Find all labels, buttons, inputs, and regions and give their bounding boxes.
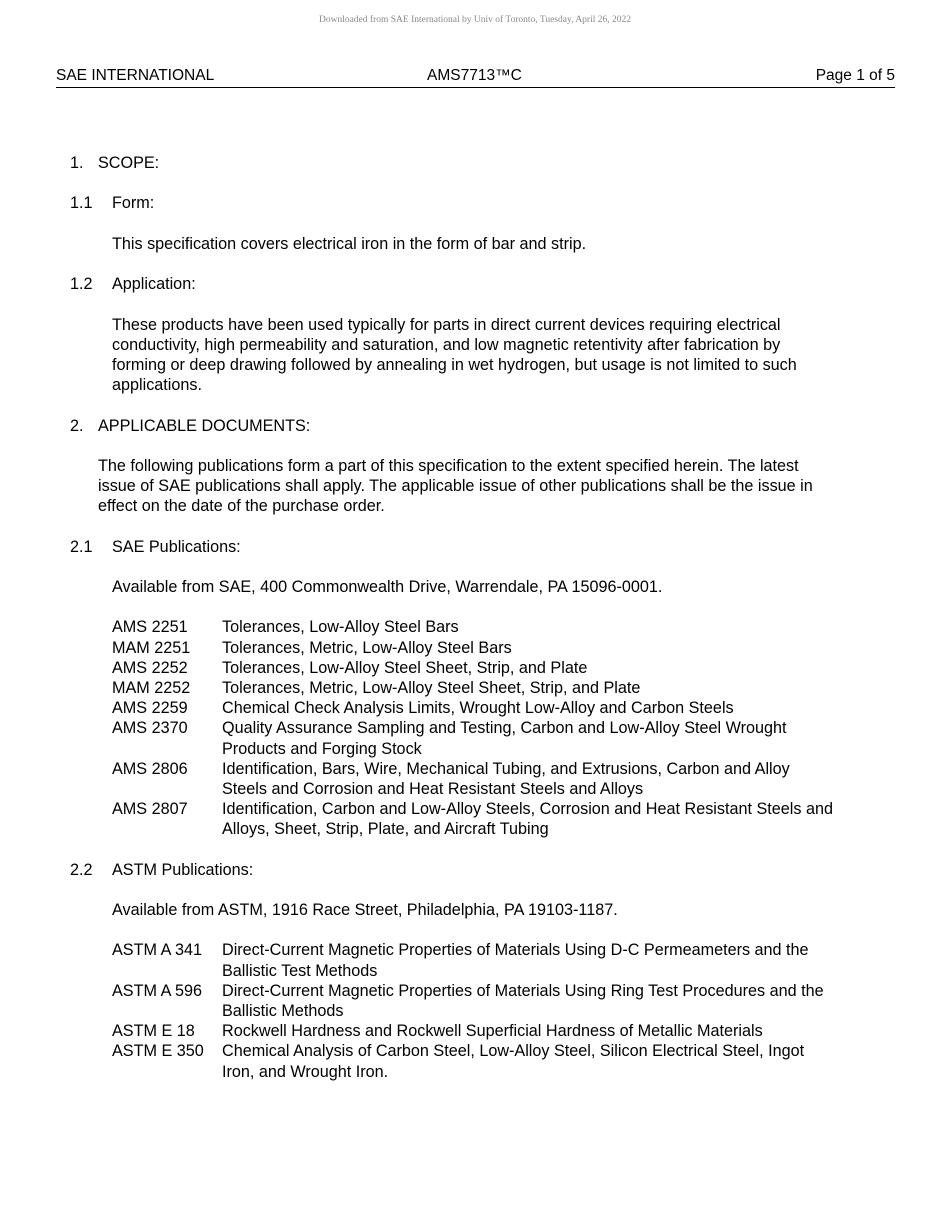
reference-title <box>222 1021 950 1041</box>
reference-code: ASTM A 341 <box>112 941 202 960</box>
section-number: 1.2 <box>70 275 93 294</box>
section-number: 2.1 <box>70 537 93 556</box>
reference-entry <box>0 940 950 980</box>
page-header <box>56 66 895 88</box>
section-1-2-heading <box>0 274 950 294</box>
reference-title <box>222 759 950 799</box>
reference-title-line: Direct-Current Magnetic Properties of Materials Using D-C Permeameters and the <box>222 941 809 960</box>
section-2-paragraph <box>98 456 950 517</box>
astm-availability <box>112 900 950 920</box>
reference-title-line: Chemical Analysis of Carbon Steel, Low-Alloy Steel, Silicon Electrical Steel, Ingot <box>222 1042 805 1061</box>
reference-code: AMS 2251 <box>112 618 188 637</box>
paragraph-line: The following publications form a part of this specification to the extent specified herein. The latest <box>98 456 799 475</box>
reference-entry <box>0 678 950 698</box>
paragraph-line: Available from ASTM, 1916 Race Street, Philadelphia, PA 19103-1187. <box>112 901 618 920</box>
reference-title <box>222 718 950 758</box>
reference-entry <box>0 1041 950 1081</box>
reference-title-line: Rockwell Hardness and Rockwell Superficial Hardness of Metallic Materials <box>222 1022 763 1041</box>
section-number: 2.2 <box>70 860 93 879</box>
paragraph-line: applications. <box>112 376 202 395</box>
reference-title-line: Tolerances, Metric, Low-Alloy Steel Sheet, Strip, and Plate <box>222 679 641 698</box>
download-watermark: Downloaded from SAE International by Univ of Toronto, Tuesday, April 26, 2022 <box>318 15 631 25</box>
reference-entry <box>0 981 950 1021</box>
reference-title <box>222 698 950 718</box>
section-2-1-heading <box>0 537 950 557</box>
reference-title-line: Tolerances, Metric, Low-Alloy Steel Bars <box>222 638 512 657</box>
reference-entry <box>0 658 950 678</box>
sae-availability <box>112 577 950 597</box>
section-title: ASTM Publications: <box>112 860 254 879</box>
section-title: APPLICABLE DOCUMENTS: <box>98 416 311 435</box>
reference-entry <box>0 799 950 839</box>
reference-entry <box>0 638 950 658</box>
section-title: Application: <box>112 275 196 294</box>
reference-title-line: Direct-Current Magnetic Properties of Materials Using Ring Test Procedures and the <box>222 981 824 1000</box>
section-title: SCOPE: <box>98 154 160 172</box>
reference-title-line: Products and Forging Stock <box>222 739 422 758</box>
reference-code: AMS 2807 <box>112 800 188 819</box>
section-number: 1. <box>70 154 84 172</box>
reference-entry <box>0 617 950 637</box>
reference-title-line: Tolerances, Low-Alloy Steel Bars <box>222 618 459 637</box>
reference-code: ASTM A 596 <box>112 981 202 1000</box>
reference-code: MAM 2251 <box>112 638 191 657</box>
paragraph-line: These products have been used typically for parts in direct current devices requiring electrical <box>112 315 781 334</box>
paragraph-line: forming or deep drawing followed by annealing in wet hydrogen, but usage is not limited to such <box>112 355 797 374</box>
reference-code: AMS 2806 <box>112 759 188 778</box>
reference-title <box>222 1041 950 1081</box>
reference-title-line: Steels and Corrosion and Heat Resistant Steels and Alloys <box>222 779 644 798</box>
reference-title <box>222 658 950 678</box>
header-organization: SAE INTERNATIONAL <box>56 67 215 84</box>
section-2-heading <box>0 416 950 436</box>
section-number: 2. <box>70 416 84 435</box>
section-number: 1.1 <box>70 194 93 213</box>
paragraph-line: Available from SAE, 400 Commonwealth Drive, Warrendale, PA 15096-0001. <box>112 578 663 597</box>
reference-code: AMS 2259 <box>112 699 188 718</box>
reference-title-line: Alloys, Sheet, Strip, Plate, and Aircraft Tubing <box>222 820 549 839</box>
reference-entry <box>0 718 950 758</box>
reference-title <box>222 981 950 1021</box>
section-1-1-paragraph <box>112 234 950 254</box>
reference-title <box>222 617 950 637</box>
reference-title-line: Identification, Bars, Wire, Mechanical Tubing, and Extrusions, Carbon and Alloy <box>222 759 790 778</box>
reference-code: AMS 2252 <box>112 658 188 677</box>
section-1-1-heading <box>0 193 950 213</box>
reference-title-line: Ballistic Test Methods <box>222 961 378 980</box>
section-title: SAE Publications: <box>112 537 241 556</box>
document-body <box>0 153 950 1082</box>
header-document-number: AMS7713™C <box>427 67 522 84</box>
header-page-number: Page 1 of 5 <box>815 67 895 84</box>
reference-title-line: Iron, and Wrought Iron. <box>222 1062 389 1081</box>
reference-entry <box>0 759 950 799</box>
reference-title <box>222 799 950 839</box>
reference-title <box>222 678 950 698</box>
reference-entry <box>0 698 950 718</box>
reference-code: AMS 2370 <box>112 719 188 738</box>
reference-title-line: Tolerances, Low-Alloy Steel Sheet, Strip, and Plate <box>222 658 588 677</box>
astm-reference-list <box>0 940 950 1081</box>
reference-code: ASTM E 18 <box>112 1022 195 1041</box>
reference-title-line: Identification, Carbon and Low-Alloy Steels, Corrosion and Heat Resistant Steels and <box>222 800 833 819</box>
reference-title-line: Chemical Check Analysis Limits, Wrought Low-Alloy and Carbon Steels <box>222 699 734 718</box>
reference-entry <box>0 1021 950 1041</box>
reference-code: ASTM E 350 <box>112 1042 204 1061</box>
reference-title <box>222 940 950 980</box>
paragraph-line: This specification covers electrical iron in the form of bar and strip. <box>112 234 587 253</box>
section-1-heading <box>0 153 950 173</box>
reference-code: MAM 2252 <box>112 679 191 698</box>
section-title: Form: <box>112 194 155 213</box>
reference-title <box>222 638 950 658</box>
sae-reference-list <box>0 617 950 839</box>
reference-title-line: Quality Assurance Sampling and Testing, Carbon and Low-Alloy Steel Wrought <box>222 719 787 738</box>
paragraph-line: issue of SAE publications shall apply. The applicable issue of other publications shall be the issue in <box>98 477 813 496</box>
reference-title-line: Ballistic Methods <box>222 1002 344 1021</box>
paragraph-line: effect on the date of the purchase order. <box>98 497 385 516</box>
paragraph-line: conductivity, high permeability and saturation, and low magnetic retentivity after fabrication by <box>112 335 781 354</box>
section-2-2-heading <box>0 860 950 880</box>
section-1-2-paragraph <box>112 315 950 396</box>
